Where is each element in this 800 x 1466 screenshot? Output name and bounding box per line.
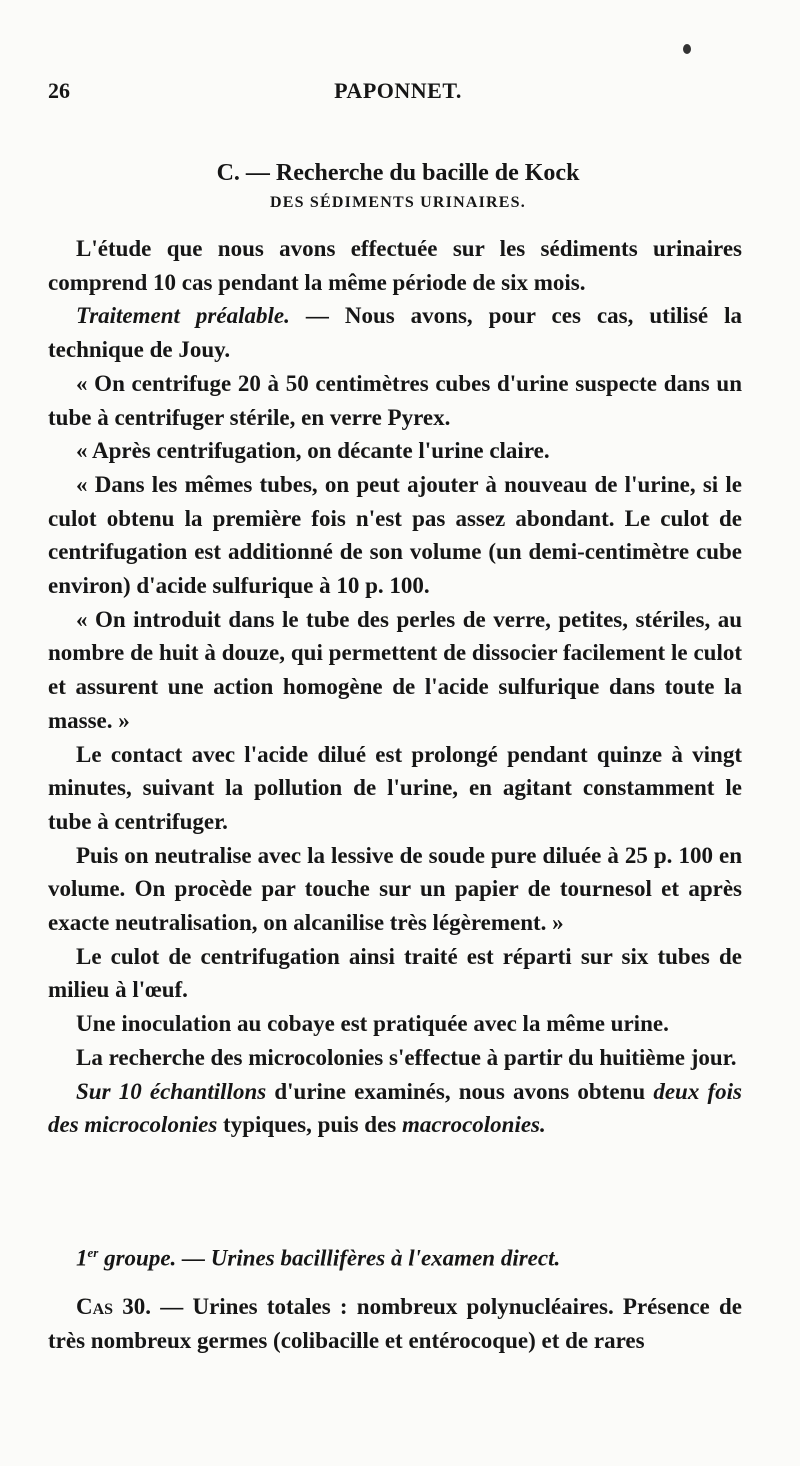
italic-phrase: deux fois des microcolonies [48,1078,743,1138]
italic-phrase: Sur 10 échantillons [76,1078,267,1104]
ink-spot [683,44,691,54]
paragraph: « On centrifuge 20 à 50 centimètres cubes d'urine suspecte dans un tube à centrifuger stérile, en verre Pyrex. [48,370,742,430]
body-text [48,232,742,1142]
paragraph-heading: Traitement préalable. [76,303,290,329]
paragraph: « Après centrifugation, on décante l'urine claire. [76,438,550,464]
section-subtitle: DES SÉDIMENTS URINAIRES. [270,194,526,211]
paragraph: Une inoculation au cobaye est pratiquée avec la même urine. [76,1011,669,1037]
section-title: C. — Recherche du bacille de Kock [216,160,580,186]
paragraph: Puis on neutralise avec la lessive de soude pure diluée à 25 p. 100 en volume. On procède par touche sur un papier de tournesol et après exacte neutralisation, on alcanilise très légèrement. » [48,842,742,936]
paragraph: Le culot de centrifugation ainsi traité est réparti sur six tubes de milieu à l'œuf. [48,943,742,1003]
paragraph: Traitement préalable. — Nous avons, pour ces cas, utilisé la technique de Jouy. [48,303,742,363]
page-number: 26 [48,78,70,103]
paragraph: « Dans les mêmes tubes, on peut ajouter à nouveau de l'urine, si le culot obtenu la première fois n'est pas assez abondant. Le culot de centrifugation est additionné de son volume (un demi-centimètre cube environ) d'acide sulfurique à 10 p. 100. [48,471,742,599]
page-header [48,78,748,112]
paragraph: « On introduit dans le tube des perles de verre, petites, stériles, au nombre de huit à douze, qui permettent de dissocier facilement le culot et assurent une action homogène de l'acide sulfurique dans toute la masse. » [48,606,742,733]
paragraph: Le contact avec l'acide dilué est prolongé pendant quinze à vingt minutes, suivant la pollution de l'urine, en agitant constamment le tube à centrifuger. [48,741,742,834]
case-entry [48,1290,742,1357]
paragraph: Cas 30. — Urines totales : nombreux polynucléaires. Présence de très nombreux germes (colibacille et entérocoque) et de rares [48,1294,742,1353]
group-heading: 1er groupe. — Urines bacillifères à l'examen direct. [76,1245,561,1271]
paragraph: La recherche des microcolonies s'effectue à partir du huitième jour. [76,1044,737,1070]
case-label: Cas 30. [76,1294,152,1319]
running-title: PAPONNET. [334,78,462,103]
paragraph: Sur 10 échantillons d'urine examinés, nous avons obtenu deux fois des microcolonies typiques, puis des macrocolonies. [48,1078,743,1138]
italic-phrase: macrocolonies. [402,1112,546,1138]
paragraph: L'étude que nous avons effectuée sur les sédiments urinaires comprend 10 cas pendant la même période de six mois. [48,236,742,295]
